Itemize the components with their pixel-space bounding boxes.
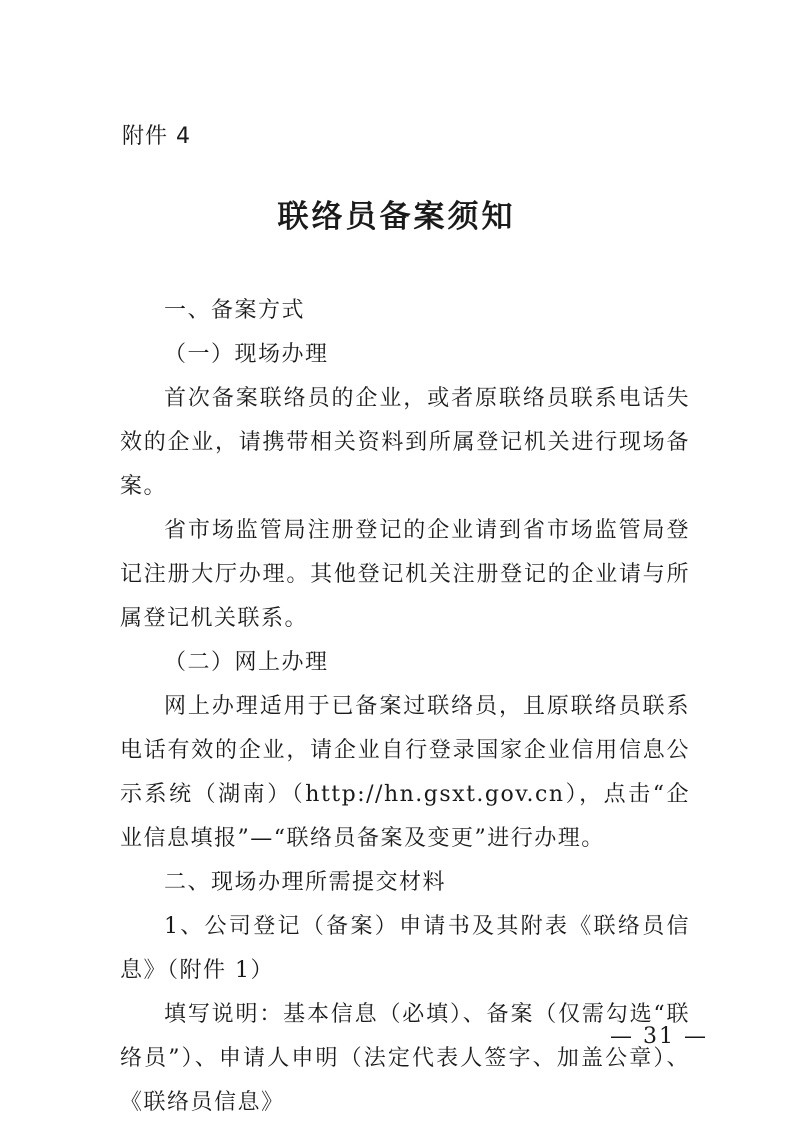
page-number: — 31 — xyxy=(610,1024,708,1049)
document-body xyxy=(120,289,690,1125)
list-item-1: 1、公司登记（备案）申请书及其附表《联络员信息》（附件 1） xyxy=(120,914,690,983)
paragraph-onsite-2: 省市场监管局注册登记的企业请到省市场监管局登记注册大厅办理。其他登记机关注册登记的企业请与所属登记机关联系。 xyxy=(120,518,690,631)
fill-instructions: 填写说明：基本信息（必填）、备案（仅需勾选“联络员”）、申请人申明（法定代表人签字、加盖公章）、《联络员信息》 xyxy=(120,1002,690,1115)
subsection-heading-online: （二）网上办理 xyxy=(164,650,329,675)
paragraph-onsite-1: 首次备案联络员的企业，或者原联络员联系电话失效的企业，请携带相关资料到所属登记机关进行现场备案。 xyxy=(120,386,690,499)
subsection-heading-onsite: （一）现场办理 xyxy=(164,342,329,367)
attachment-label: 附件 4 xyxy=(122,124,191,149)
section-heading-1: 一、备案方式 xyxy=(164,298,306,323)
document-title: 联络员备案须知 xyxy=(277,199,516,235)
paragraph-online-1: 网上办理适用于已备案过联络员，且原联络员联系电话有效的企业，请企业自行登录国家企业信用信息公示系统（湖南）（http://hn.gsxt.gov.cn），点击“企业信息填报”—“联络员备案及变更”进行办理。 xyxy=(120,694,690,851)
section-heading-2: 二、现场办理所需提交材料 xyxy=(164,870,447,895)
